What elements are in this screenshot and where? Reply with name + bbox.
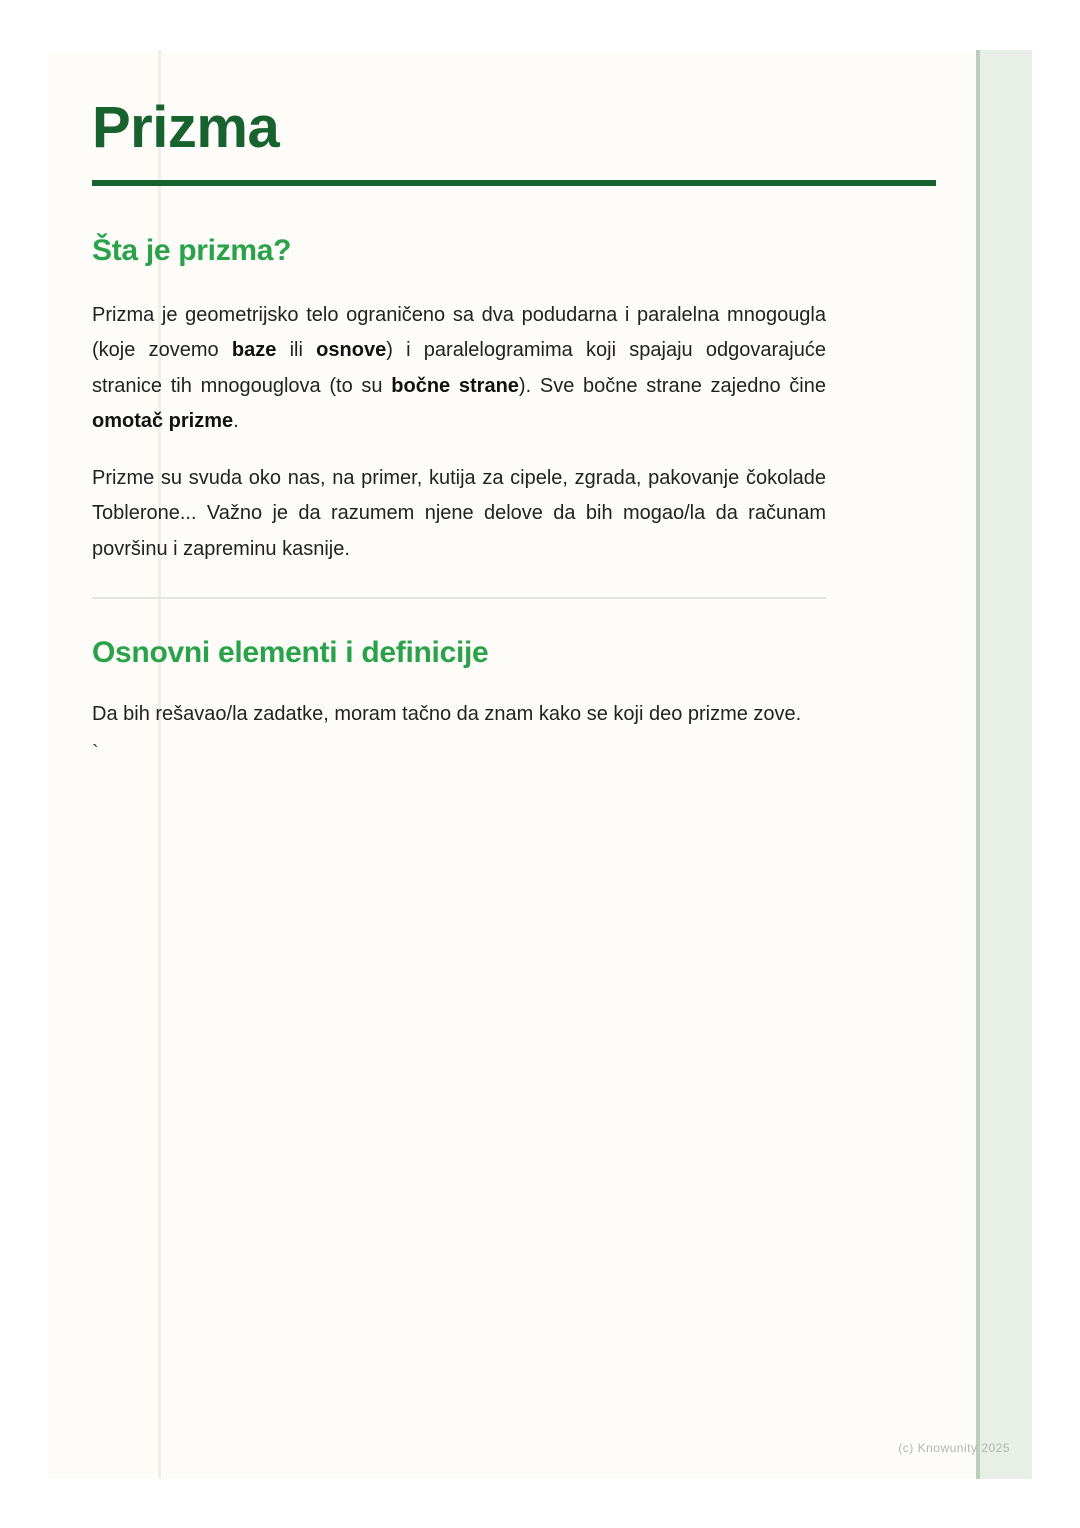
side-band	[976, 50, 1032, 1479]
paragraph-intro-elements: Da bih rešavao/la zadatke, moram tačno da znam kako se koji deo prizme zove.	[92, 703, 802, 726]
stray-backtick: `	[92, 742, 99, 765]
document-content	[92, 94, 936, 768]
page-title: Prizma	[92, 95, 280, 160]
section-heading-sta-je-prizma: Šta je prizma?	[92, 234, 292, 267]
bold-term: omotač prizme	[92, 409, 234, 432]
bold-term: baze	[231, 339, 277, 362]
bold-term: osnove	[316, 339, 387, 362]
copyright-footer: (c) Knowunity 2025	[898, 1441, 1010, 1455]
title-underline	[92, 180, 936, 186]
section-divider	[92, 597, 826, 599]
paragraph-examples: Prizme su svuda oko nas, na primer, kutija za cipele, zgrada, pakovanje čokolade Toblerone... Važno je da razumem njene delove da bih mogao/la da računam površinu i zapreminu kasnije.	[92, 467, 826, 560]
paragraph-definition: Prizma je geometrijsko telo ograničeno sa dva podudarna i paralelna mnogougla (koje zovemo baze ili osnove) i paralelogramima koji spajaju odgovarajuće stranice tih mnogouglova (to su bočne strane). Sve bočne strane zajedno čine omotač prizme.	[92, 304, 826, 432]
bold-term: bočne strane	[391, 374, 519, 397]
section-heading-osnovni-elementi: Osnovni elementi i definicije	[92, 636, 489, 670]
side-band-border	[976, 50, 980, 1479]
